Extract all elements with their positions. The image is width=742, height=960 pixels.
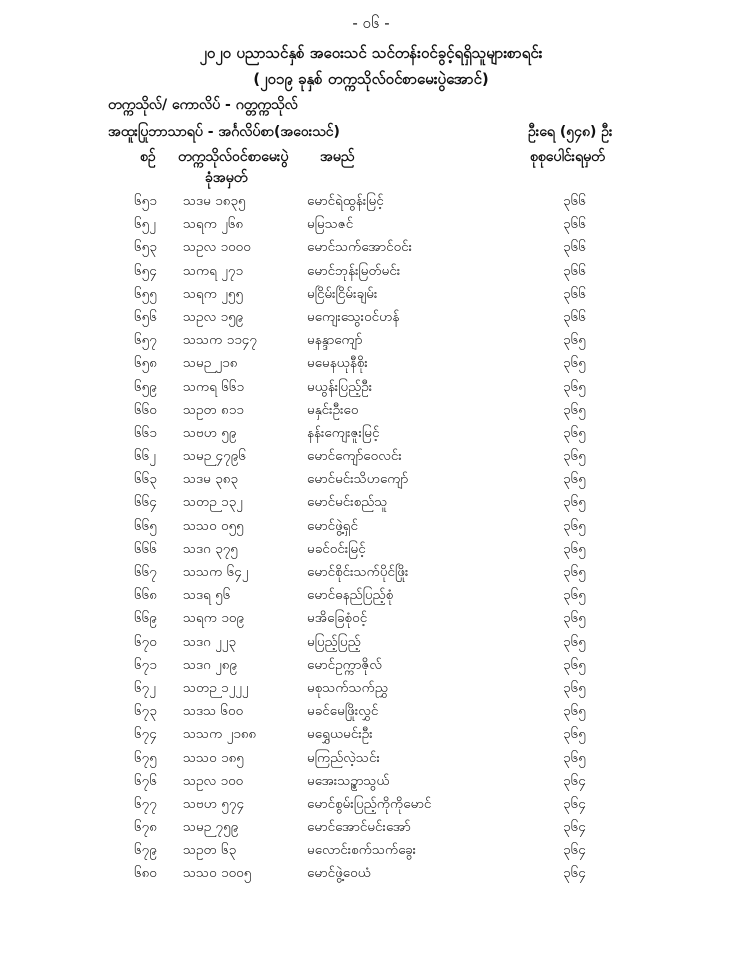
- document-subtitle: (၂၀၁၉ ခုနှစ် တက္ကသိုလ်ဝင်စာမေးပွဲအောင်): [253, 70, 489, 88]
- table-row: [0, 374, 742, 397]
- cell-no: ၆၇၀: [134, 633, 157, 650]
- university-line: တက္ကသိုလ်/ ကောလိပ် - ဂတ္တက္ကသိုလ်: [108, 97, 298, 113]
- table-row: [0, 860, 742, 883]
- cell-no: ၆၅၁: [134, 193, 157, 209]
- cell-score: ၃၆၆: [563, 193, 586, 209]
- cell-no: ၆၆၂: [134, 448, 156, 465]
- cell-no: ၆၆၄: [134, 494, 157, 511]
- header-no: စဉ်: [140, 149, 156, 165]
- cell-name: မပြည့်ပြည့်: [307, 633, 361, 650]
- cell-name: မအိခြေစုံဝင့်: [307, 610, 368, 627]
- cell-roll-number: သရက ၁၀၉: [183, 610, 245, 627]
- table-row: [0, 582, 742, 605]
- cell-score: ၃၆၆: [563, 308, 586, 325]
- document-title: ၂၀၂၀ ပညာသင်နှစ် အဝေးသင် သင်တန်းဝင်ခွင့်ရရှိသူများစာရင်း: [199, 44, 543, 62]
- cell-score: ၃၆၅: [563, 401, 586, 418]
- cell-roll-number: သသက ၁၁၄၇: [183, 332, 257, 349]
- cell-no: ၆၇၆: [134, 772, 157, 789]
- cell-roll-number: သဥလ ၁၀၀၀: [183, 239, 251, 256]
- table-row: [0, 466, 742, 489]
- cell-score: ၃၆၅: [563, 540, 586, 557]
- total-count-line: ဦးရေ (၅၄၈) ဦး: [528, 124, 613, 140]
- cell-roll-number: သဒဂ ၂၈၉: [183, 656, 238, 673]
- cell-roll-number: သကရ ၆၆၁: [183, 378, 245, 395]
- cell-no: ၆၈၀: [134, 865, 157, 882]
- cell-name: မနန္ဒာကျော်: [307, 332, 363, 349]
- cell-name: မောင်ရဲထွန်းမြင့်: [307, 193, 384, 209]
- cell-roll-number: သဥလ ၁၀၀: [183, 772, 244, 789]
- cell-name: မစုသက်သက်ညွှ: [307, 679, 388, 696]
- cell-name: မယွန်းပြည့်ဦး: [307, 378, 373, 395]
- cell-name: မနှင်းဦးဝေ: [307, 401, 359, 418]
- cell-score: ၃၆၅: [563, 424, 586, 441]
- cell-name: မကျေးသွေးဝင်ဟန်: [307, 308, 400, 325]
- cell-name: မောင်စိုင်းသက်ပိုင်ဖြိုး: [307, 564, 409, 580]
- cell-roll-number: သဥလ ၁၅၉: [183, 308, 244, 325]
- table-row: [0, 698, 742, 721]
- cell-score: ၃၆၅: [563, 448, 586, 465]
- table-row: [0, 559, 742, 582]
- major-line: အထူးပြုဘာသာရပ် - အင်္ဂလိပ်စာ(အဝေးသင်): [108, 124, 340, 140]
- cell-no: ၆၇၉: [134, 842, 157, 859]
- cell-roll-number: သသက ၆၄၂: [183, 564, 249, 580]
- cell-no: ၆၇၇: [134, 795, 157, 812]
- cell-no: ၆၇၁: [134, 656, 157, 673]
- table-row: [0, 536, 742, 559]
- table-row: [0, 814, 742, 837]
- cell-no: ၆၅၄: [134, 262, 157, 279]
- table-row: [0, 304, 742, 327]
- table-row: [0, 281, 742, 304]
- cell-roll-number: သဒရ ၅၆: [183, 587, 231, 604]
- cell-score: ၃၆၅: [563, 703, 586, 720]
- cell-roll-number: သဗဟ ၅၇၄: [183, 795, 245, 812]
- table-row: [0, 489, 742, 512]
- cell-name: မောင်ကျော်ဝေလင်း: [307, 448, 402, 465]
- cell-score: ၃၆၅: [563, 355, 586, 372]
- cell-roll-number: သကရ ၂၇၁: [183, 262, 244, 279]
- cell-name: မောင်ဖွဲ့ဝေယံ: [307, 865, 371, 882]
- cell-name: မခင်မေဖြိုးလွှင်: [307, 703, 379, 720]
- table-row: [0, 745, 742, 768]
- cell-roll-number: သတဉ ၁၂၂၂: [183, 679, 249, 696]
- cell-no: ၆၆၃: [134, 471, 157, 488]
- cell-name: မောင်သက်အောင်ဝင်း: [307, 239, 413, 256]
- cell-roll-number: သသဝ ၁၈၅: [183, 749, 244, 766]
- cell-no: ၆၇၂: [134, 679, 156, 696]
- header-roll-number: တက္ကသိုလ်ဝင်စာမေးပွဲ: [178, 149, 289, 165]
- cell-score: ၃၆၅: [563, 610, 586, 627]
- cell-name: မောင်မင်းစည်သူ: [307, 494, 388, 511]
- cell-roll-number: သသက ၂၁၈၈: [183, 726, 257, 743]
- cell-roll-number: သမဉ ၇၅၉: [183, 819, 239, 836]
- cell-roll-number: သဥတ ၈၁၁: [183, 401, 244, 418]
- cell-no: ၆၆၁: [134, 424, 157, 441]
- cell-roll-number: သဒဂ ၂၂၃: [183, 633, 236, 650]
- cell-roll-number: သဒမ ၃၈၃: [183, 471, 238, 488]
- cell-score: ၃၆၄: [563, 865, 586, 882]
- cell-no: ၆၆၀: [134, 401, 157, 418]
- cell-name: မောင်မင်းသိဟကျော်: [307, 471, 409, 488]
- table-row: [0, 605, 742, 628]
- table-row: [0, 652, 742, 675]
- header-score: စုစုပေါင်းရမှတ်: [530, 149, 605, 165]
- cell-score: ၃၆၅: [563, 471, 586, 488]
- cell-roll-number: သဒမ ၁၈၃၅: [183, 193, 246, 209]
- cell-no: ၆၆၆: [134, 540, 157, 557]
- header-roll-number-line2: ခုံအမှတ်: [205, 170, 248, 186]
- table-row: [0, 420, 742, 443]
- cell-roll-number: သမဉ ၄၇၉၆: [183, 448, 246, 465]
- cell-score: ၃၆၅: [563, 656, 586, 673]
- table-row: [0, 768, 742, 791]
- cell-score: ၃၆၅: [563, 749, 586, 766]
- student-table-body: [0, 188, 742, 884]
- cell-no: ၆၇၃: [134, 703, 157, 720]
- cell-name: မောင်စွမ်းပြည့်ကိုကိုမောင်: [307, 795, 432, 812]
- table-row: [0, 327, 742, 350]
- table-row: [0, 629, 742, 652]
- cell-score: ၃၆၄: [563, 772, 586, 789]
- page-number: - ၀၆ -: [352, 14, 390, 32]
- cell-score: ၃၆၆: [563, 216, 586, 233]
- cell-score: ၃၆၅: [563, 726, 586, 743]
- cell-score: ၃၆၅: [563, 378, 586, 395]
- cell-roll-number: သသဝ ၀၅၅: [183, 517, 244, 534]
- cell-roll-number: သဥတ ၆၃: [183, 842, 237, 859]
- cell-name: မောင်ဘုန်းမြတ်မင်း: [307, 262, 401, 279]
- cell-name: မကြည်လဲ့သင်း: [307, 749, 380, 766]
- cell-score: ၃၆၄: [563, 795, 586, 812]
- table-row: [0, 234, 742, 257]
- cell-roll-number: သဗဟ ၅၉: [183, 424, 237, 441]
- cell-name: မအေးသဥ္စာသွယ်: [307, 772, 390, 789]
- cell-roll-number: သမဉ ၂၁၈: [183, 355, 238, 372]
- cell-name: မောင်ဥက္ကာဇိုလ်: [307, 656, 383, 673]
- cell-name: မောင်ဖွဲ့ရှင်: [307, 517, 359, 534]
- cell-no: ၆၆၈: [134, 587, 157, 604]
- cell-roll-number: သဒဂ ၃၇၅: [183, 540, 238, 557]
- cell-score: ၃၆၅: [563, 517, 586, 534]
- table-row: [0, 837, 742, 860]
- cell-no: ၆၆၇: [134, 564, 157, 580]
- cell-roll-number: သရက ၂၆၈: [183, 216, 244, 233]
- cell-score: ၃၆၄: [563, 842, 586, 859]
- cell-no: ၆၆၅: [134, 517, 157, 534]
- table-row: [0, 513, 742, 536]
- cell-name: မလောင်းစက်သက်ခွေး: [307, 842, 417, 859]
- table-row: [0, 350, 742, 373]
- cell-no: ၆၇၄: [134, 726, 157, 743]
- cell-score: ၃၆၅: [563, 587, 586, 604]
- cell-name: မမြသဇင်: [307, 216, 354, 233]
- cell-name: မောင်ဓနည်ပြည့်စုံ: [307, 587, 394, 604]
- cell-no: ၆၅၇: [134, 332, 157, 349]
- table-row: [0, 188, 742, 211]
- cell-no: ၆၅၉: [134, 378, 157, 395]
- cell-score: ၃၆၅: [563, 633, 586, 650]
- cell-no: ၆၆၉: [134, 610, 157, 627]
- cell-score: ၃၆၆: [563, 285, 586, 302]
- cell-no: ၆၅၅: [134, 285, 157, 302]
- table-row: [0, 675, 742, 698]
- table-row: [0, 397, 742, 420]
- cell-score: ၃၆၆: [563, 262, 586, 279]
- cell-name: နန်းကျေးဇူးမြင့်: [307, 424, 380, 441]
- cell-no: ၆၅၃: [134, 239, 157, 256]
- header-name: အမည်: [320, 149, 355, 165]
- cell-no: ၆၇၅: [134, 749, 157, 766]
- table-row: [0, 443, 742, 466]
- cell-no: ၆၇၈: [134, 819, 157, 836]
- cell-roll-number: သဒသ ၆၀၀: [183, 703, 244, 720]
- cell-score: ၃၆၅: [563, 679, 586, 696]
- cell-score: ၃၆၆: [563, 239, 586, 256]
- cell-name: မခင်ဝင်းမြင့်: [307, 540, 366, 557]
- cell-no: ၆၅၂: [134, 216, 156, 233]
- cell-roll-number: သသဝ ၁၀၀၅: [183, 865, 252, 882]
- cell-name: မောင်အောင်မင်းအော်: [307, 819, 411, 836]
- table-row: [0, 791, 742, 814]
- cell-score: ၃၆၅: [563, 564, 586, 580]
- cell-score: ၃၆၄: [563, 819, 586, 836]
- table-row: [0, 258, 742, 281]
- cell-no: ၆၅၆: [134, 308, 157, 325]
- cell-name: မငြိမ်းငြိမ်းချမ်း: [307, 285, 378, 302]
- table-row: [0, 211, 742, 234]
- cell-no: ၆၅၈: [134, 355, 157, 372]
- table-row: [0, 721, 742, 744]
- cell-score: ၃၆၅: [563, 494, 586, 511]
- cell-roll-number: သရက ၂၅၅: [183, 285, 244, 302]
- cell-name: မရွှေယမင်းဦး: [307, 726, 373, 743]
- cell-score: ၃၆၅: [563, 332, 586, 349]
- cell-roll-number: သတဉ ၁၃၂: [183, 494, 243, 511]
- cell-name: မမေနယုနီစိုး: [307, 355, 368, 372]
